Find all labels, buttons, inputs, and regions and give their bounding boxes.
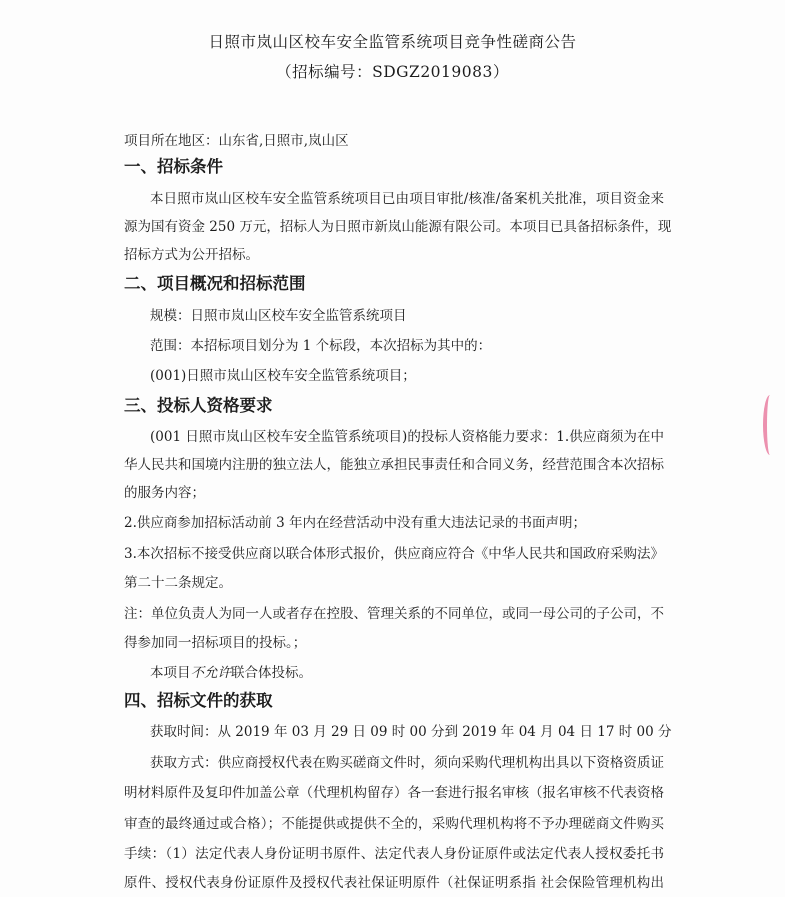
paragraph-line: 原件、授权代表身份证原件及授权代表社保证明原件（社保证明系指 社会保险管理机构出: [124, 875, 664, 891]
project-location: 项目所在地区：山东省,日照市,岚山区: [124, 133, 349, 149]
paragraph-line: 的服务内容；: [124, 485, 205, 501]
paragraph-line: 源为国有资金 250 万元，招标人为日照市新岚山能源有限公司。本项目已具备招标条件，现: [124, 219, 672, 235]
paragraph-line: 明材料原件及复印件加盖公章（代理机构留存）各一套进行报名审核（报名审核不代表资格: [124, 785, 664, 801]
document-title: 日照市岚山区校车安全监管系统项目竞争性磋商公告: [208, 33, 577, 51]
consortium-suffix: 联合体投标。: [231, 665, 312, 681]
paragraph-line: (001)日照市岚山区校车安全监管系统项目；: [150, 368, 416, 384]
section-heading-project-overview: 二、项目概况和招标范围: [124, 274, 306, 293]
paragraph-line: 招标方式为公开招标。: [124, 247, 259, 263]
paragraph-line: (001 日照市岚山区校车安全监管系统项目)的投标人资格能力要求：1.供应商须为在中: [150, 429, 664, 445]
acquisition-time: 获取时间：从 2019 年 03 月 29 日 09 时 00 分到 2019 年 04 月 04 日 17 时 00 分: [150, 724, 672, 740]
paragraph-line: 规模：日照市岚山区校车安全监管系统项目: [150, 308, 407, 324]
paragraph-line: 华人民共和国境内注册的独立法人，能独立承担民事责任和合同义务，经营范围含本次招标: [124, 457, 664, 473]
consortium-prefix: 本项目: [150, 665, 191, 681]
paragraph-line: 审查的最终通过或合格）；不能提供或提供不全的，采购代理机构将不予办理磋商文件购买: [124, 816, 664, 832]
red-seal-stamp-fragment: [763, 395, 777, 455]
consortium-statement: [150, 664, 690, 682]
bid-number: （招标编号：SDGZ2019083）: [276, 63, 509, 81]
paragraph-line: 3.本次招标不接受供应商以联合体形式报价，供应商应符合《中华人民共和国政府采购法》: [124, 546, 664, 562]
paragraph-line: 2.供应商参加招标活动前 3 年内在经营活动中没有重大违法记录的书面声明；: [124, 515, 587, 531]
paragraph-line: 本日照市岚山区校车安全监管系统项目已由项目审批/核准/备案机关批准，项目资金来: [150, 191, 664, 207]
consortium-not-allowed: 不允许: [190, 665, 231, 681]
paragraph-line: 获取方式：供应商授权代表在购买磋商文件时，须向采购代理机构出具以下资格资质证: [150, 755, 664, 771]
section-heading-bidding-conditions: 一、招标条件: [124, 157, 223, 176]
paragraph-line: 注：单位负责人为同一人或者存在控股、管理关系的不同单位，或同一母公司的子公司，不: [124, 606, 664, 622]
paragraph-line: 第二十二条规定。: [124, 575, 232, 591]
section-heading-document-acquisition: 四、招标文件的获取: [124, 691, 273, 710]
paragraph-line: 手续：（1）法定代表人身份证明书原件、法定代表人身份证原件或法定代表人授权委托书: [124, 846, 664, 862]
paragraph-line: 得参加同一招标项目的投标。；: [124, 635, 307, 651]
paragraph-line: 范围：本招标项目划分为 1 个标段，本次招标为其中的：: [150, 338, 492, 354]
section-heading-bidder-qualifications: 三、投标人资格要求: [124, 396, 273, 415]
